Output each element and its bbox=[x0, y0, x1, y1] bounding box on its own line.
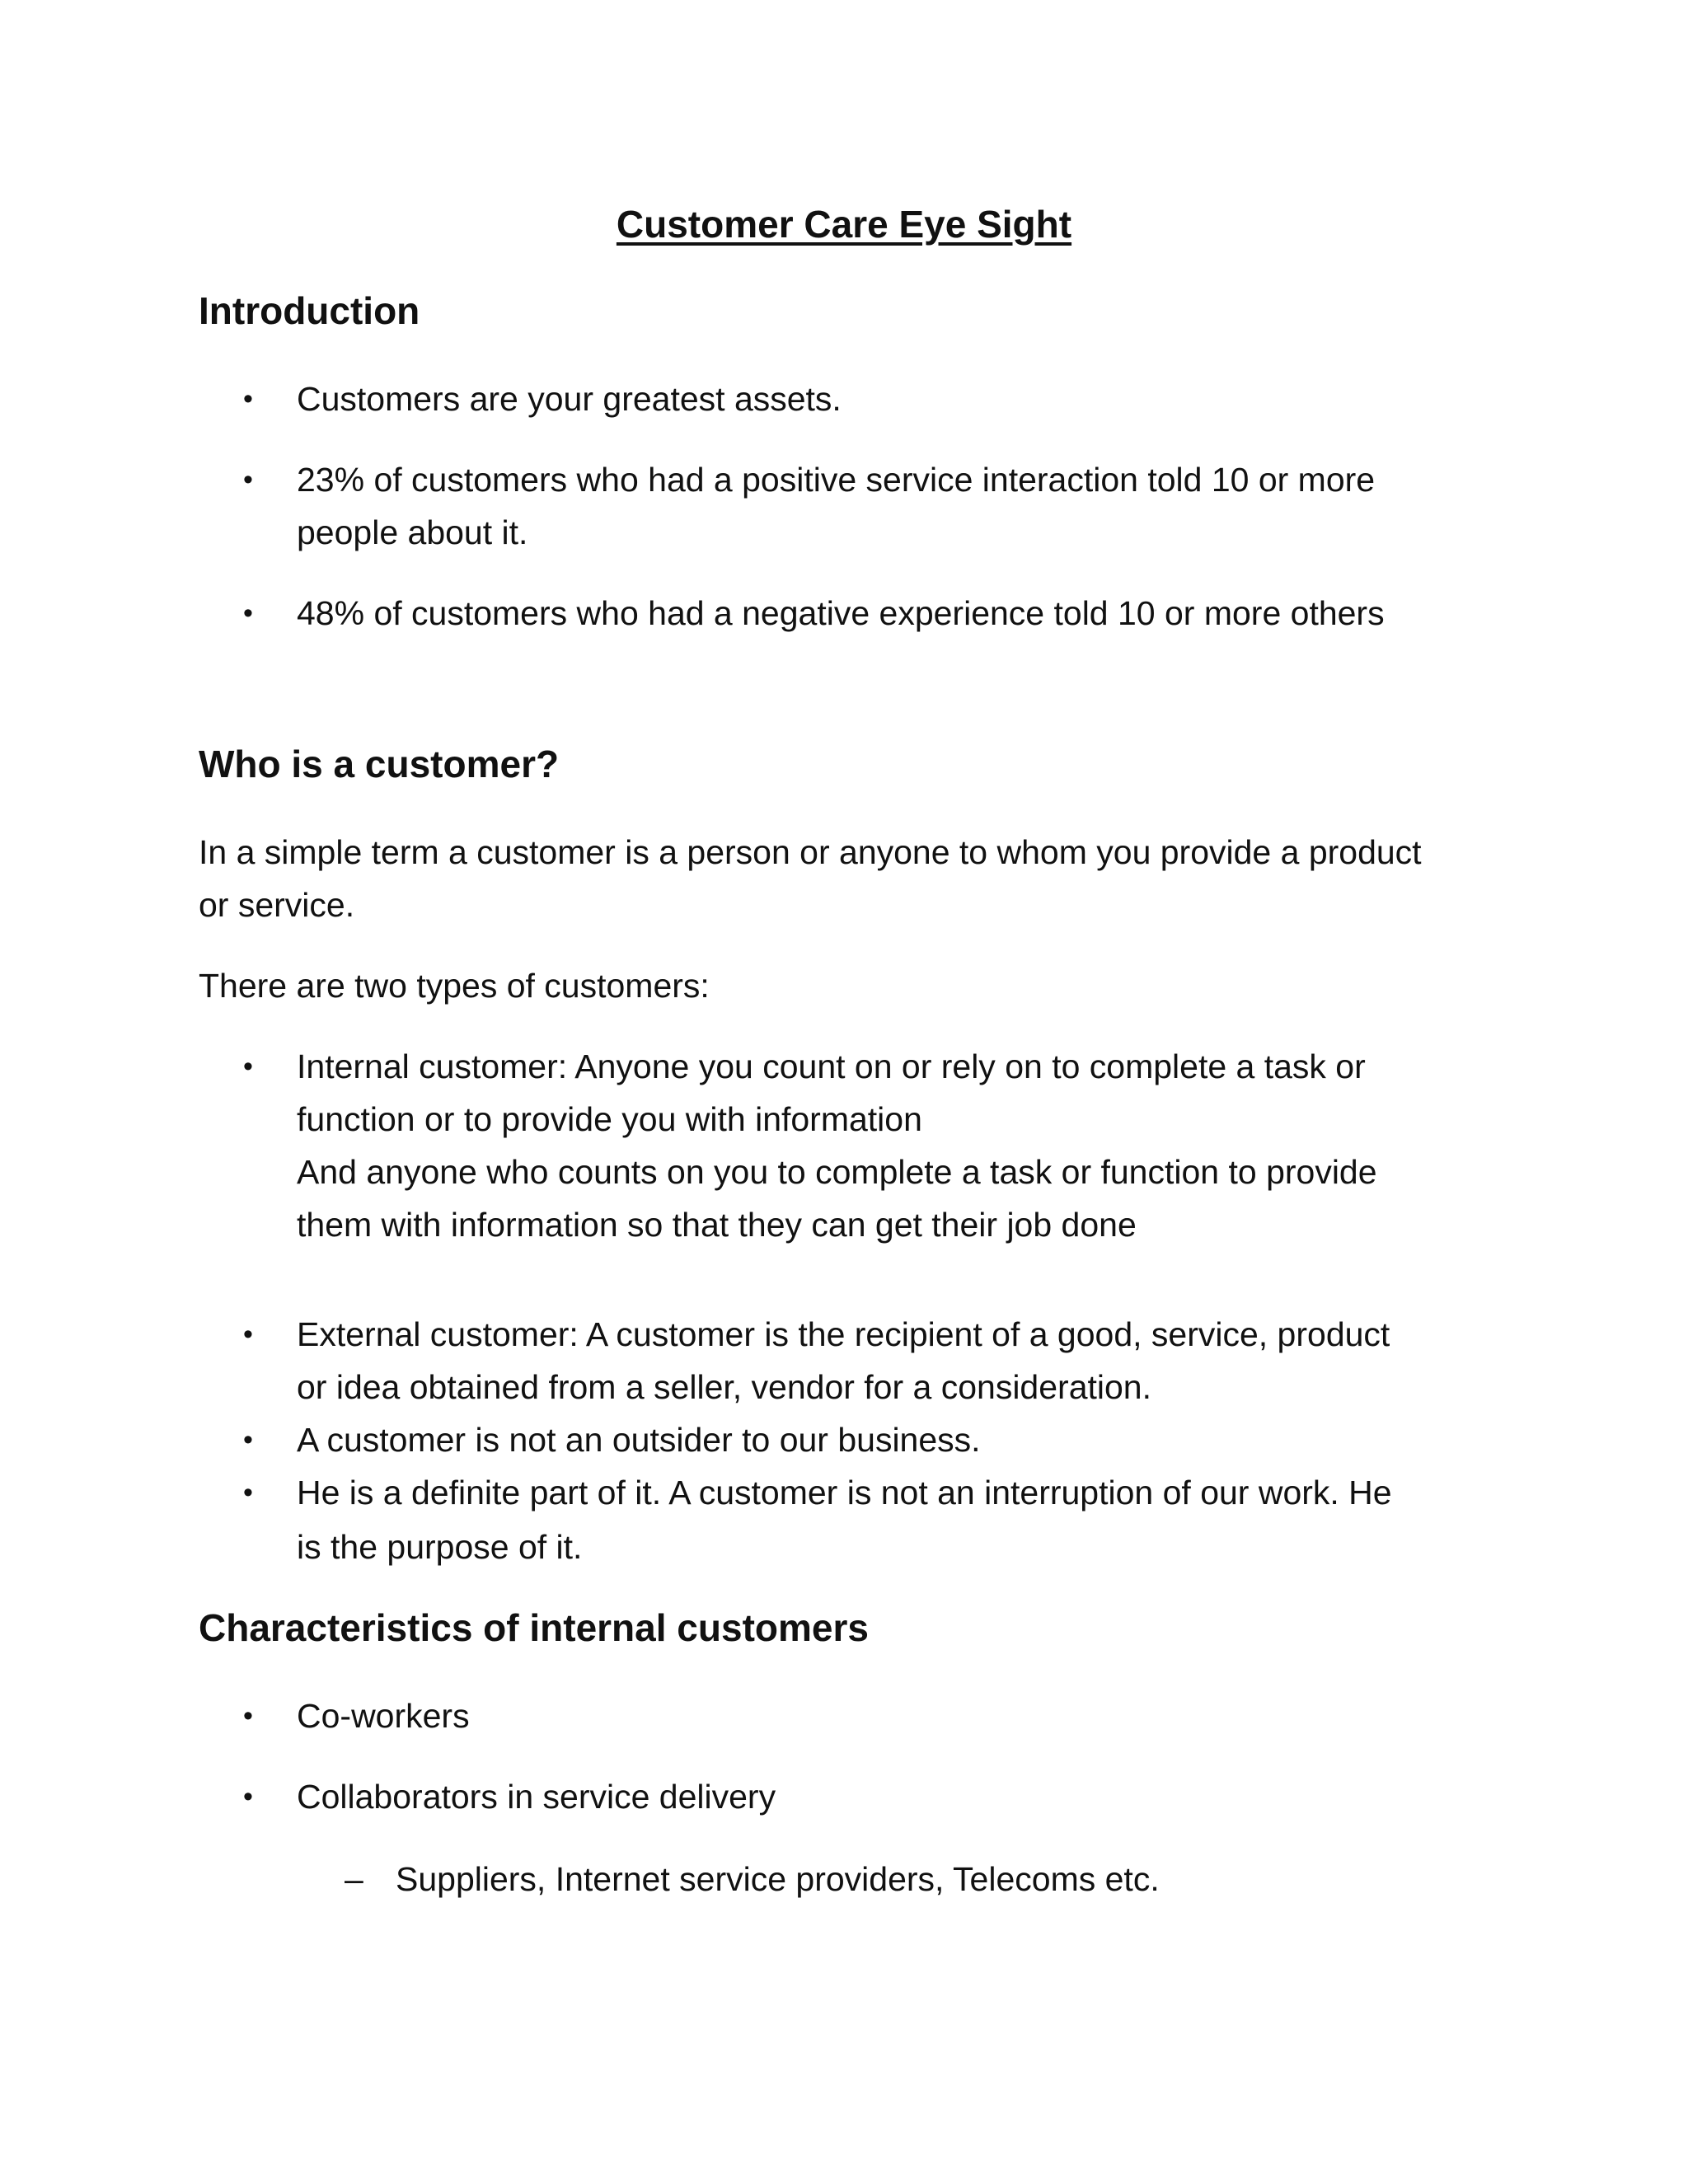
heading-introduction: Introduction bbox=[199, 289, 420, 332]
intro-bullet-1: Customers are your greatest assets. bbox=[297, 380, 842, 418]
bullet-icon: • bbox=[243, 1477, 253, 1508]
internal-line-4: them with information so that they can get their job done bbox=[297, 1206, 1137, 1244]
bullet-icon: • bbox=[243, 1319, 253, 1350]
bullet-icon: • bbox=[243, 1424, 253, 1455]
external-line-2: or idea obtained from a seller, vendor for a consideration. bbox=[297, 1368, 1151, 1406]
types-intro: There are two types of customers: bbox=[199, 967, 710, 1005]
intro-bullet-3: 48% of customers who had a negative experience told 10 or more others bbox=[297, 594, 1385, 632]
document-title: Customer Care Eye Sight bbox=[616, 203, 1072, 246]
heading-who-is-customer: Who is a customer? bbox=[199, 743, 560, 785]
bullet-icon: • bbox=[243, 1781, 253, 1812]
intro-bullet-2-line-2: people about it. bbox=[297, 513, 528, 551]
bullet-icon: • bbox=[243, 1051, 253, 1082]
bullet-icon: • bbox=[243, 1700, 253, 1732]
part-line-1: He is a definite part of it. A customer is not an interruption of our work. He bbox=[297, 1474, 1392, 1511]
bullet-icon: • bbox=[243, 598, 253, 629]
definition-line-2: or service. bbox=[199, 886, 355, 924]
characteristics-bullet-2: Collaborators in service delivery bbox=[297, 1778, 776, 1816]
internal-line-2: function or to provide you with information bbox=[297, 1100, 922, 1138]
characteristics-bullet-1: Co-workers bbox=[297, 1697, 470, 1735]
definition-line-1: In a simple term a customer is a person or anyone to whom you provide a product bbox=[199, 833, 1422, 871]
characteristics-sub-item: Suppliers, Internet service providers, Telecoms etc. bbox=[396, 1860, 1160, 1898]
dash-icon: – bbox=[345, 1860, 363, 1898]
internal-line-3: And anyone who counts on you to complete a task or function to provide bbox=[297, 1153, 1377, 1191]
intro-bullet-2-line-1: 23% of customers who had a positive service interaction told 10 or more bbox=[297, 461, 1376, 499]
internal-line-1: Internal customer: Anyone you count on or rely on to complete a task or bbox=[297, 1047, 1366, 1085]
bullet-icon: • bbox=[243, 383, 253, 415]
part-line-2: is the purpose of it. bbox=[297, 1528, 583, 1566]
external-line-1: External customer: A customer is the recipient of a good, service, product bbox=[297, 1315, 1390, 1353]
heading-characteristics: Characteristics of internal customers bbox=[199, 1606, 869, 1649]
bullet-icon: • bbox=[243, 464, 253, 495]
outsider-line: A customer is not an outsider to our business. bbox=[297, 1421, 981, 1459]
